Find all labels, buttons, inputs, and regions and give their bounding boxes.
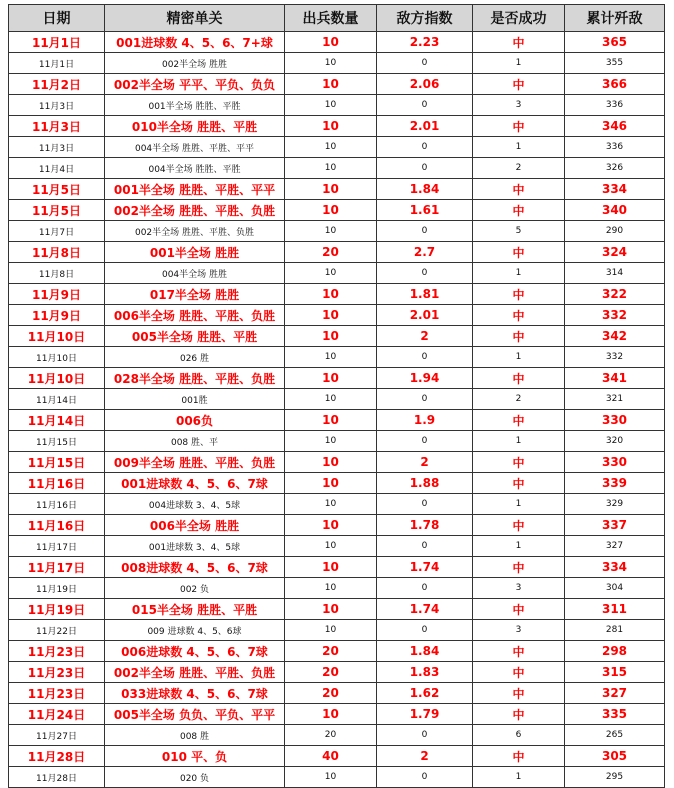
cell-pick: 033进球数 4、5、6、7球 <box>105 683 285 704</box>
cell-pick: 005半全场 胜胜、平胜 <box>105 326 285 347</box>
cell-total: 329 <box>565 494 665 515</box>
cell-quantity: 10 <box>285 452 377 473</box>
cell-total: 265 <box>565 725 665 746</box>
cell-total: 330 <box>565 410 665 431</box>
cell-odds: 0 <box>377 347 473 368</box>
cell-quantity: 10 <box>285 704 377 725</box>
header-row <box>9 5 665 32</box>
cell-quantity: 10 <box>285 284 377 305</box>
cell-result: 3 <box>473 620 565 641</box>
cell-date: 11月3日 <box>9 95 105 116</box>
cell-pick: 002半全场 胜胜 <box>105 53 285 74</box>
cell-pick: 001半全场 胜胜、平胜、平平 <box>105 179 285 200</box>
cell-odds: 2 <box>377 452 473 473</box>
table-row <box>9 137 665 158</box>
cell-quantity: 10 <box>285 200 377 221</box>
table-row <box>9 326 665 347</box>
table-row <box>9 725 665 746</box>
record-table-container <box>8 4 665 788</box>
cell-date: 11月3日 <box>9 116 105 137</box>
cell-quantity: 10 <box>285 473 377 494</box>
cell-total: 295 <box>565 767 665 788</box>
cell-pick: 004半全场 胜胜、平胜、平平 <box>105 137 285 158</box>
table-row <box>9 179 665 200</box>
cell-total: 334 <box>565 179 665 200</box>
cell-result: 中 <box>473 704 565 725</box>
cell-result: 中 <box>473 116 565 137</box>
cell-total: 298 <box>565 641 665 662</box>
cell-date: 11月5日 <box>9 200 105 221</box>
cell-pick: 001半全场 胜胜 <box>105 242 285 263</box>
cell-quantity: 10 <box>285 536 377 557</box>
cell-total: 365 <box>565 32 665 53</box>
cell-total: 311 <box>565 599 665 620</box>
table-row <box>9 347 665 368</box>
cell-total: 366 <box>565 74 665 95</box>
betting-record-table <box>8 4 665 788</box>
cell-pick: 006负 <box>105 410 285 431</box>
cell-odds: 0 <box>377 158 473 179</box>
cell-pick: 002半全场 胜胜、平胜、负胜 <box>105 221 285 242</box>
cell-total: 327 <box>565 536 665 557</box>
cell-odds: 0 <box>377 725 473 746</box>
cell-quantity: 10 <box>285 578 377 599</box>
table-row <box>9 74 665 95</box>
header-quantity: 出兵数量 <box>285 5 377 32</box>
table-row <box>9 242 665 263</box>
cell-pick: 005半全场 负负、平负、平平 <box>105 704 285 725</box>
cell-odds: 1.74 <box>377 599 473 620</box>
cell-date: 11月1日 <box>9 53 105 74</box>
cell-date: 11月15日 <box>9 431 105 452</box>
cell-result: 中 <box>473 599 565 620</box>
cell-pick: 002 负 <box>105 578 285 599</box>
table-row <box>9 578 665 599</box>
cell-result: 中 <box>473 683 565 704</box>
cell-odds: 2.01 <box>377 305 473 326</box>
cell-result: 中 <box>473 74 565 95</box>
cell-quantity: 10 <box>285 221 377 242</box>
cell-odds: 0 <box>377 620 473 641</box>
cell-odds: 0 <box>377 137 473 158</box>
cell-odds: 0 <box>377 53 473 74</box>
cell-pick: 004进球数 3、4、5球 <box>105 494 285 515</box>
cell-odds: 1.9 <box>377 410 473 431</box>
cell-date: 11月9日 <box>9 305 105 326</box>
table-row <box>9 515 665 536</box>
cell-date: 11月23日 <box>9 683 105 704</box>
table-row <box>9 389 665 410</box>
cell-quantity: 10 <box>285 347 377 368</box>
cell-pick: 001进球数 4、5、6、7球 <box>105 473 285 494</box>
cell-result: 中 <box>473 305 565 326</box>
cell-odds: 2 <box>377 326 473 347</box>
cell-total: 304 <box>565 578 665 599</box>
cell-pick: 006进球数 4、5、6、7球 <box>105 641 285 662</box>
cell-odds: 1.94 <box>377 368 473 389</box>
cell-total: 321 <box>565 389 665 410</box>
cell-pick: 008 胜 <box>105 725 285 746</box>
cell-result: 中 <box>473 200 565 221</box>
cell-total: 355 <box>565 53 665 74</box>
table-row <box>9 557 665 578</box>
cell-quantity: 10 <box>285 305 377 326</box>
cell-odds: 0 <box>377 263 473 284</box>
cell-quantity: 10 <box>285 410 377 431</box>
cell-result: 1 <box>473 263 565 284</box>
cell-date: 11月16日 <box>9 494 105 515</box>
cell-total: 334 <box>565 557 665 578</box>
cell-total: 340 <box>565 200 665 221</box>
cell-date: 11月7日 <box>9 221 105 242</box>
header-date: 日期 <box>9 5 105 32</box>
cell-total: 326 <box>565 158 665 179</box>
cell-pick: 009 进球数 4、5、6球 <box>105 620 285 641</box>
cell-total: 315 <box>565 662 665 683</box>
table-row <box>9 641 665 662</box>
table-row <box>9 305 665 326</box>
cell-odds: 1.81 <box>377 284 473 305</box>
cell-result: 中 <box>473 473 565 494</box>
cell-date: 11月1日 <box>9 32 105 53</box>
cell-date: 11月10日 <box>9 326 105 347</box>
cell-result: 1 <box>473 347 565 368</box>
cell-pick: 001半全场 胜胜、平胜 <box>105 95 285 116</box>
cell-pick: 010 平、负 <box>105 746 285 767</box>
cell-result: 中 <box>473 326 565 347</box>
cell-quantity: 10 <box>285 74 377 95</box>
table-row <box>9 494 665 515</box>
cell-total: 337 <box>565 515 665 536</box>
cell-result: 3 <box>473 578 565 599</box>
cell-result: 2 <box>473 389 565 410</box>
table-row <box>9 473 665 494</box>
cell-quantity: 10 <box>285 431 377 452</box>
header-total: 累计歼敌 <box>565 5 665 32</box>
cell-odds: 2.7 <box>377 242 473 263</box>
cell-pick: 015半全场 胜胜、平胜 <box>105 599 285 620</box>
cell-odds: 1.74 <box>377 557 473 578</box>
cell-quantity: 10 <box>285 494 377 515</box>
cell-quantity: 10 <box>285 263 377 284</box>
cell-total: 336 <box>565 137 665 158</box>
cell-odds: 1.83 <box>377 662 473 683</box>
cell-result: 中 <box>473 368 565 389</box>
cell-pick: 009半全场 胜胜、平胜、负胜 <box>105 452 285 473</box>
cell-total: 336 <box>565 95 665 116</box>
cell-date: 11月23日 <box>9 641 105 662</box>
cell-date: 11月15日 <box>9 452 105 473</box>
table-row <box>9 221 665 242</box>
cell-quantity: 20 <box>285 662 377 683</box>
cell-date: 11月8日 <box>9 242 105 263</box>
cell-result: 中 <box>473 641 565 662</box>
header-odds: 敌方指数 <box>377 5 473 32</box>
cell-pick: 001进球数 4、5、6、7+球 <box>105 32 285 53</box>
cell-result: 中 <box>473 746 565 767</box>
cell-pick: 017半全场 胜胜 <box>105 284 285 305</box>
cell-date: 11月23日 <box>9 662 105 683</box>
cell-pick: 008进球数 4、5、6、7球 <box>105 557 285 578</box>
cell-odds: 0 <box>377 578 473 599</box>
cell-result: 中 <box>473 662 565 683</box>
cell-pick: 004半全场 胜胜 <box>105 263 285 284</box>
cell-quantity: 10 <box>285 368 377 389</box>
cell-total: 332 <box>565 305 665 326</box>
table-row <box>9 620 665 641</box>
cell-result: 1 <box>473 431 565 452</box>
table-row <box>9 95 665 116</box>
table-row <box>9 368 665 389</box>
cell-odds: 0 <box>377 389 473 410</box>
cell-pick: 004半全场 胜胜、平胜 <box>105 158 285 179</box>
cell-result: 中 <box>473 515 565 536</box>
cell-quantity: 20 <box>285 641 377 662</box>
cell-date: 11月17日 <box>9 536 105 557</box>
cell-pick: 002半全场 平平、平负、负负 <box>105 74 285 95</box>
cell-date: 11月10日 <box>9 368 105 389</box>
cell-total: 342 <box>565 326 665 347</box>
table-row <box>9 536 665 557</box>
cell-total: 330 <box>565 452 665 473</box>
table-row <box>9 53 665 74</box>
cell-quantity: 10 <box>285 557 377 578</box>
cell-odds: 1.62 <box>377 683 473 704</box>
cell-odds: 2.23 <box>377 32 473 53</box>
cell-odds: 1.88 <box>377 473 473 494</box>
cell-date: 11月17日 <box>9 557 105 578</box>
cell-total: 335 <box>565 704 665 725</box>
cell-quantity: 10 <box>285 620 377 641</box>
cell-result: 中 <box>473 32 565 53</box>
cell-pick: 010半全场 胜胜、平胜 <box>105 116 285 137</box>
table-row <box>9 704 665 725</box>
table-row <box>9 116 665 137</box>
cell-quantity: 10 <box>285 32 377 53</box>
cell-odds: 1.84 <box>377 179 473 200</box>
cell-total: 314 <box>565 263 665 284</box>
header-pick: 精密单关 <box>105 5 285 32</box>
cell-quantity: 10 <box>285 515 377 536</box>
table-row <box>9 746 665 767</box>
cell-date: 11月19日 <box>9 599 105 620</box>
cell-result: 2 <box>473 158 565 179</box>
cell-odds: 0 <box>377 431 473 452</box>
cell-total: 346 <box>565 116 665 137</box>
cell-date: 11月19日 <box>9 578 105 599</box>
cell-date: 11月9日 <box>9 284 105 305</box>
cell-date: 11月22日 <box>9 620 105 641</box>
table-row <box>9 284 665 305</box>
cell-result: 6 <box>473 725 565 746</box>
cell-result: 1 <box>473 494 565 515</box>
cell-pick: 026 胜 <box>105 347 285 368</box>
cell-odds: 0 <box>377 95 473 116</box>
cell-date: 11月16日 <box>9 473 105 494</box>
cell-quantity: 20 <box>285 683 377 704</box>
cell-date: 11月14日 <box>9 389 105 410</box>
cell-total: 305 <box>565 746 665 767</box>
cell-odds: 1.61 <box>377 200 473 221</box>
cell-total: 322 <box>565 284 665 305</box>
cell-result: 中 <box>473 557 565 578</box>
cell-result: 5 <box>473 221 565 242</box>
table-row <box>9 32 665 53</box>
cell-date: 11月14日 <box>9 410 105 431</box>
cell-pick: 006半全场 胜胜 <box>105 515 285 536</box>
cell-result: 1 <box>473 536 565 557</box>
cell-result: 1 <box>473 53 565 74</box>
table-row <box>9 662 665 683</box>
cell-total: 339 <box>565 473 665 494</box>
cell-date: 11月24日 <box>9 704 105 725</box>
cell-date: 11月5日 <box>9 179 105 200</box>
cell-result: 中 <box>473 452 565 473</box>
cell-quantity: 20 <box>285 242 377 263</box>
cell-total: 290 <box>565 221 665 242</box>
table-row <box>9 158 665 179</box>
cell-result: 中 <box>473 284 565 305</box>
cell-quantity: 10 <box>285 179 377 200</box>
cell-pick: 006半全场 胜胜、平胜、负胜 <box>105 305 285 326</box>
cell-total: 327 <box>565 683 665 704</box>
cell-quantity: 10 <box>285 95 377 116</box>
cell-pick: 001胜 <box>105 389 285 410</box>
cell-quantity: 40 <box>285 746 377 767</box>
cell-total: 320 <box>565 431 665 452</box>
cell-date: 11月4日 <box>9 158 105 179</box>
cell-quantity: 20 <box>285 725 377 746</box>
cell-pick: 028半全场 胜胜、平胜、负胜 <box>105 368 285 389</box>
table-body <box>9 32 665 788</box>
table-row <box>9 767 665 788</box>
cell-result: 3 <box>473 95 565 116</box>
cell-total: 341 <box>565 368 665 389</box>
cell-quantity: 10 <box>285 137 377 158</box>
cell-pick: 001进球数 3、4、5球 <box>105 536 285 557</box>
cell-pick: 020 负 <box>105 767 285 788</box>
cell-odds: 1.79 <box>377 704 473 725</box>
table-row <box>9 431 665 452</box>
table-header <box>9 5 665 32</box>
cell-result: 1 <box>473 767 565 788</box>
cell-result: 中 <box>473 410 565 431</box>
cell-quantity: 10 <box>285 158 377 179</box>
cell-odds: 1.84 <box>377 641 473 662</box>
table-row <box>9 200 665 221</box>
cell-result: 1 <box>473 137 565 158</box>
cell-total: 332 <box>565 347 665 368</box>
cell-quantity: 10 <box>285 53 377 74</box>
cell-odds: 2.06 <box>377 74 473 95</box>
cell-date: 11月2日 <box>9 74 105 95</box>
cell-odds: 1.78 <box>377 515 473 536</box>
cell-date: 11月28日 <box>9 746 105 767</box>
cell-odds: 0 <box>377 221 473 242</box>
cell-result: 中 <box>473 242 565 263</box>
header-result: 是否成功 <box>473 5 565 32</box>
cell-quantity: 10 <box>285 116 377 137</box>
cell-pick: 008 胜、平 <box>105 431 285 452</box>
cell-total: 281 <box>565 620 665 641</box>
table-row <box>9 263 665 284</box>
table-row <box>9 452 665 473</box>
cell-date: 11月8日 <box>9 263 105 284</box>
cell-date: 11月16日 <box>9 515 105 536</box>
cell-date: 11月27日 <box>9 725 105 746</box>
cell-odds: 0 <box>377 767 473 788</box>
cell-date: 11月3日 <box>9 137 105 158</box>
cell-date: 11月10日 <box>9 347 105 368</box>
cell-total: 324 <box>565 242 665 263</box>
cell-date: 11月28日 <box>9 767 105 788</box>
table-row <box>9 683 665 704</box>
cell-quantity: 10 <box>285 326 377 347</box>
cell-quantity: 10 <box>285 599 377 620</box>
cell-odds: 0 <box>377 536 473 557</box>
table-row <box>9 599 665 620</box>
cell-odds: 2 <box>377 746 473 767</box>
cell-odds: 0 <box>377 494 473 515</box>
cell-quantity: 10 <box>285 767 377 788</box>
cell-result: 中 <box>473 179 565 200</box>
cell-pick: 002半全场 胜胜、平胜、负胜 <box>105 662 285 683</box>
cell-odds: 2.01 <box>377 116 473 137</box>
cell-quantity: 10 <box>285 389 377 410</box>
table-row <box>9 410 665 431</box>
cell-pick: 002半全场 胜胜、平胜、负胜 <box>105 200 285 221</box>
